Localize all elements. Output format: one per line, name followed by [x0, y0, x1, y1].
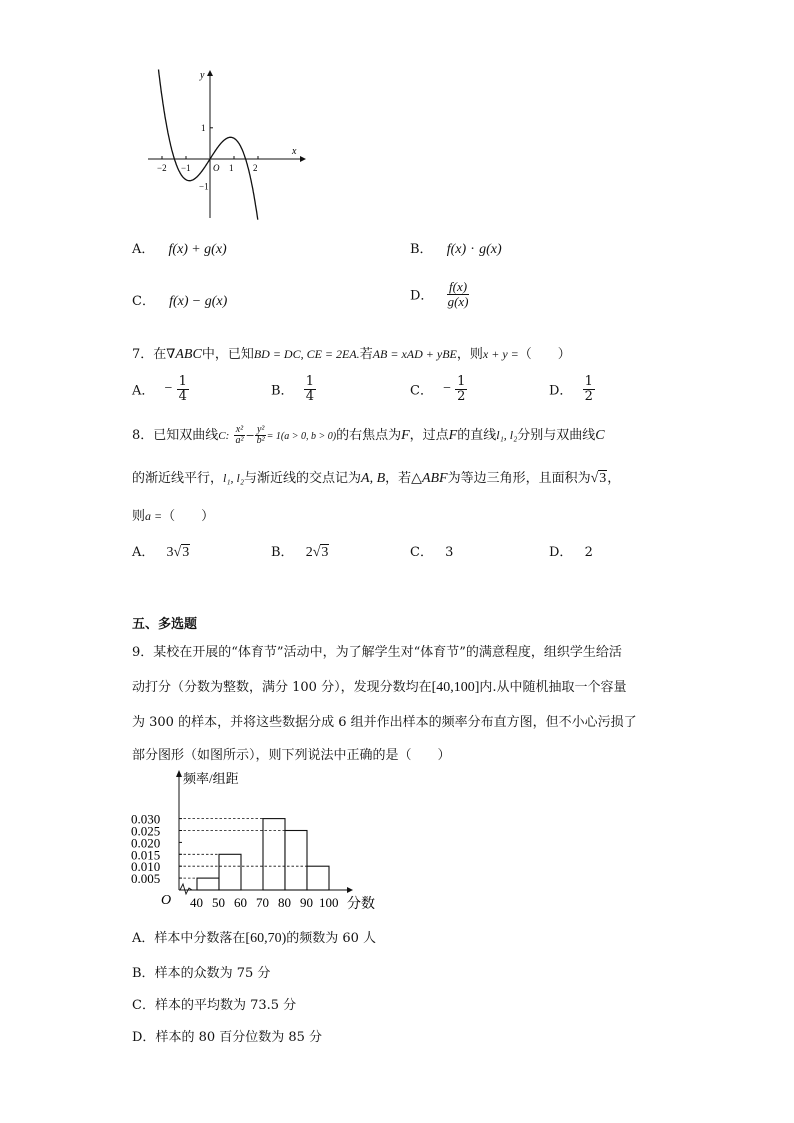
- graph-y-tick-label: −1: [199, 181, 209, 192]
- hist-y-tick-label: 0.030: [131, 811, 161, 827]
- hist-x-tick-label: 80: [278, 895, 291, 910]
- y-axis-label: y: [200, 70, 205, 81]
- q7-option-d[interactable]: D． $\frac{1}{2}$: [549, 374, 593, 404]
- y-axis-arrow: [207, 70, 213, 76]
- section-heading: 五、多选题: [132, 617, 198, 632]
- hist-x-label: 分数: [347, 897, 375, 912]
- q8-stem-line3: 则a =（ ）: [132, 509, 215, 524]
- hist-origin-label: O: [161, 893, 172, 908]
- frequency-histogram: [125, 766, 385, 916]
- hist-axis-break: [180, 884, 192, 894]
- hist-y-tick-label: 0.015: [131, 847, 161, 863]
- q9-option-d[interactable]: D．样本的 80 百分位数为 85 分: [132, 1030, 323, 1045]
- q6-option-d[interactable]: D． $\frac{f(x)}{g(x)}$: [410, 279, 469, 309]
- q7-option-a[interactable]: A． − $\frac{1}{4}$: [132, 374, 187, 404]
- function-graph: [140, 66, 310, 222]
- q8-option-d[interactable]: D． 2: [549, 545, 593, 560]
- q7-stem: 7．在∇ABC中，已知BD = DC, CE = 2EA.若AB = xAD + yBE，则x + y =（ ）: [132, 347, 571, 362]
- graph-x-tick-label: −1: [181, 163, 191, 173]
- q8-stem-line2: 的渐近线平行，l₁, l₂与渐近线的交点记为A, B，若△ABF为等边三角形，且面积为√3，: [132, 471, 621, 486]
- q7-option-b[interactable]: B． $\frac{1}{4}$: [271, 374, 314, 404]
- hist-bar: [219, 854, 241, 890]
- x-axis-arrow: [300, 156, 306, 162]
- q8-option-a[interactable]: A． 3√3: [132, 545, 190, 560]
- hist-bar: [307, 866, 329, 890]
- q9-option-c[interactable]: C．样本的平均数为 73.5 分: [132, 998, 297, 1013]
- hist-bar: [263, 819, 285, 890]
- q8-stem-line1: 8．已知双曲线C: $\frac{\text{x²}}{\text{a²}}$ − $\frac{\text{y²}}{\text{b²}}$ = 1(a > 0, b > 0)的右焦点为F，过点F的直线l₁, l₂分别与双曲线C: [132, 423, 605, 446]
- hist-x-tick-label: 40: [190, 895, 203, 910]
- hist-y-tick-label: 0.005: [131, 871, 161, 887]
- graph-x-tick-label: 1: [229, 163, 234, 173]
- hist-y-tick-label: 0.020: [131, 835, 161, 851]
- q9-stem-line3: 为 300 的样本，并将这些数据分成 6 组并作出样本的频率分布直方图，但不小心污损了: [132, 715, 637, 730]
- q9-stem-line1: 9．某校在开展的“体育节”活动中，为了解学生对“体育节”的满意程度，组织学生给活: [132, 645, 622, 660]
- graph-x-tick-label: −2: [157, 163, 167, 173]
- hist-y-label: 频率/组距: [183, 771, 239, 786]
- graph-y-tick-label: 1: [201, 122, 206, 133]
- hist-bar: [197, 878, 219, 890]
- q9-stem-line2: 动打分（分数为整数，满分 100 分），发现分数均在[40,100]内.从中随机抽取一个容量: [132, 680, 627, 695]
- q9-option-b[interactable]: B．样本的众数为 75 分: [132, 966, 271, 981]
- hist-x-tick-label: 70: [256, 895, 269, 910]
- q6-option-b[interactable]: B． f(x) · g(x): [410, 242, 502, 257]
- q8-option-b[interactable]: B． 2√3: [271, 545, 329, 560]
- hist-y-arrow: [176, 770, 182, 777]
- hist-bar: [285, 831, 307, 891]
- hist-x-arrow: [347, 887, 353, 893]
- x-axis-label: x: [292, 146, 297, 157]
- hist-x-tick-label: 60: [234, 895, 247, 910]
- hist-x-tick-label: 50: [212, 895, 225, 910]
- q6-option-a[interactable]: A． f(x) + g(x): [132, 242, 227, 257]
- q7-option-c[interactable]: C． − $\frac{1}{2}$: [410, 374, 466, 404]
- q8-option-c[interactable]: C． 3: [410, 545, 454, 560]
- graph-x-tick-label: O: [213, 163, 220, 173]
- hist-y-tick-label: 0.010: [131, 859, 161, 875]
- function-curve: [159, 70, 258, 220]
- hist-x-tick-label: 100: [319, 895, 339, 910]
- q9-stem-line4: 部分图形（如图所示），则下列说法中正确的是（ ）: [132, 748, 451, 763]
- graph-x-tick-label: 2: [253, 163, 258, 173]
- hist-y-tick-label: 0.025: [131, 823, 161, 839]
- q9-option-a[interactable]: A．样本中分数落在[60,70)的频数为 60 人: [132, 931, 377, 946]
- q6-option-c[interactable]: C． f(x) − g(x): [132, 294, 228, 309]
- hist-x-tick-label: 90: [300, 895, 313, 910]
